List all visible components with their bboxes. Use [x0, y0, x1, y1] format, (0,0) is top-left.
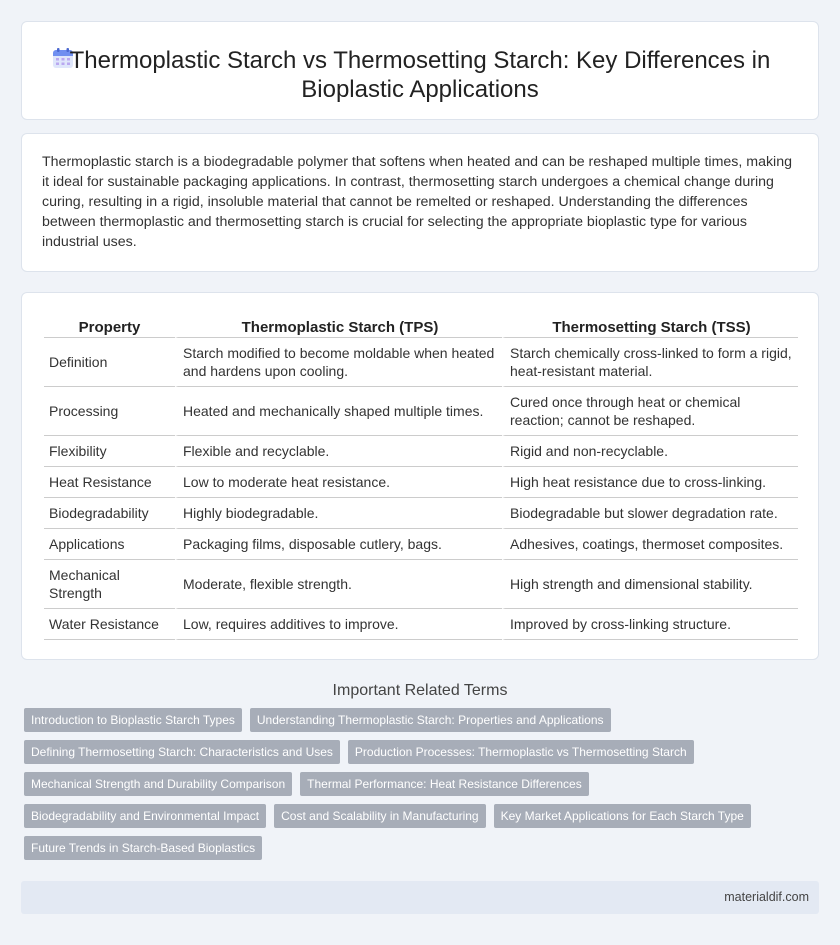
related-tag[interactable]: Defining Thermosetting Starch: Characteristics and Uses — [24, 740, 340, 764]
related-terms-section — [21, 682, 819, 860]
table-row — [44, 387, 798, 436]
row-property: Flexibility — [44, 436, 175, 467]
footer — [21, 881, 819, 914]
related-tag[interactable]: Biodegradability and Environmental Impact — [24, 804, 266, 828]
row-property: Biodegradability — [44, 498, 175, 529]
table-row — [44, 609, 798, 640]
comparison-card — [21, 292, 819, 660]
row-property: Heat Resistance — [44, 467, 175, 498]
intro-card — [21, 133, 819, 272]
row-tss-value: Biodegradable but slower degradation rate. — [502, 498, 798, 529]
title-card — [21, 21, 819, 120]
row-property: Water Resistance — [44, 609, 175, 640]
table-row — [44, 560, 798, 609]
row-tps-value: Low to moderate heat resistance. — [175, 467, 502, 498]
related-tag[interactable]: Cost and Scalability in Manufacturing — [274, 804, 485, 828]
header-tps: Thermoplastic Starch (TPS) — [175, 316, 502, 338]
table-row — [44, 467, 798, 498]
table-row — [44, 529, 798, 560]
row-tss-value: High heat resistance due to cross-linking. — [502, 467, 798, 498]
row-tss-value: High strength and dimensional stability. — [502, 560, 798, 609]
table-row — [44, 338, 798, 387]
row-tss-value: Rigid and non-recyclable. — [502, 436, 798, 467]
row-tps-value: Moderate, flexible strength. — [175, 560, 502, 609]
related-tag[interactable]: Mechanical Strength and Durability Comparison — [24, 772, 292, 796]
related-tags — [21, 708, 819, 860]
row-property: Definition — [44, 338, 175, 387]
related-tag[interactable]: Understanding Thermoplastic Starch: Properties and Applications — [250, 708, 611, 732]
header-property: Property — [44, 316, 175, 338]
related-terms-title: Important Related Terms — [332, 682, 508, 699]
row-property: Processing — [44, 387, 175, 436]
related-tag[interactable]: Introduction to Bioplastic Starch Types — [24, 708, 242, 732]
related-tag[interactable]: Production Processes: Thermoplastic vs Thermosetting Starch — [348, 740, 694, 764]
table-row — [44, 436, 798, 467]
page-title: Thermoplastic Starch vs Thermosetting Starch: Key Differences in Bioplastic Applications — [69, 47, 771, 103]
row-property: Applications — [44, 529, 175, 560]
footer-site-link[interactable]: materialdif.com — [724, 890, 809, 904]
intro-paragraph: Thermoplastic starch is a biodegradable polymer that softens when heated and can be reshaped multiple times, making it ideal for sustainable packaging applications. In contrast, thermosetting starch undergoes a chemical change during curing, resulting in a rigid, insoluble material that cannot be remelted or reshaped. Understanding the differences between thermoplastic and thermosetting starch is crucial for selecting the appropriate bioplastic type for various industrial uses. — [42, 154, 792, 250]
row-tps-value: Low, requires additives to improve. — [175, 609, 502, 640]
row-tps-value: Highly biodegradable. — [175, 498, 502, 529]
row-tps-value: Packaging films, disposable cutlery, bags. — [175, 529, 502, 560]
related-tag[interactable]: Future Trends in Starch-Based Bioplastics — [24, 836, 262, 860]
row-tps-value: Heated and mechanically shaped multiple times. — [175, 387, 502, 436]
row-tss-value: Adhesives, coatings, thermoset composites. — [502, 529, 798, 560]
row-tss-value: Starch chemically cross-linked to form a rigid, heat-resistant material. — [502, 338, 798, 387]
row-property: Mechanical Strength — [44, 560, 175, 609]
related-tag[interactable]: Key Market Applications for Each Starch Type — [494, 804, 751, 828]
row-tps-value: Flexible and recyclable. — [175, 436, 502, 467]
row-tss-value: Cured once through heat or chemical reaction; cannot be reshaped. — [502, 387, 798, 436]
comparison-table — [44, 316, 798, 640]
table-row — [44, 498, 798, 529]
related-tag[interactable]: Thermal Performance: Heat Resistance Differences — [300, 772, 589, 796]
row-tps-value: Starch modified to become moldable when heated and hardens upon cooling. — [175, 338, 502, 387]
row-tss-value: Improved by cross-linking structure. — [502, 609, 798, 640]
header-tss: Thermosetting Starch (TSS) — [502, 316, 798, 338]
